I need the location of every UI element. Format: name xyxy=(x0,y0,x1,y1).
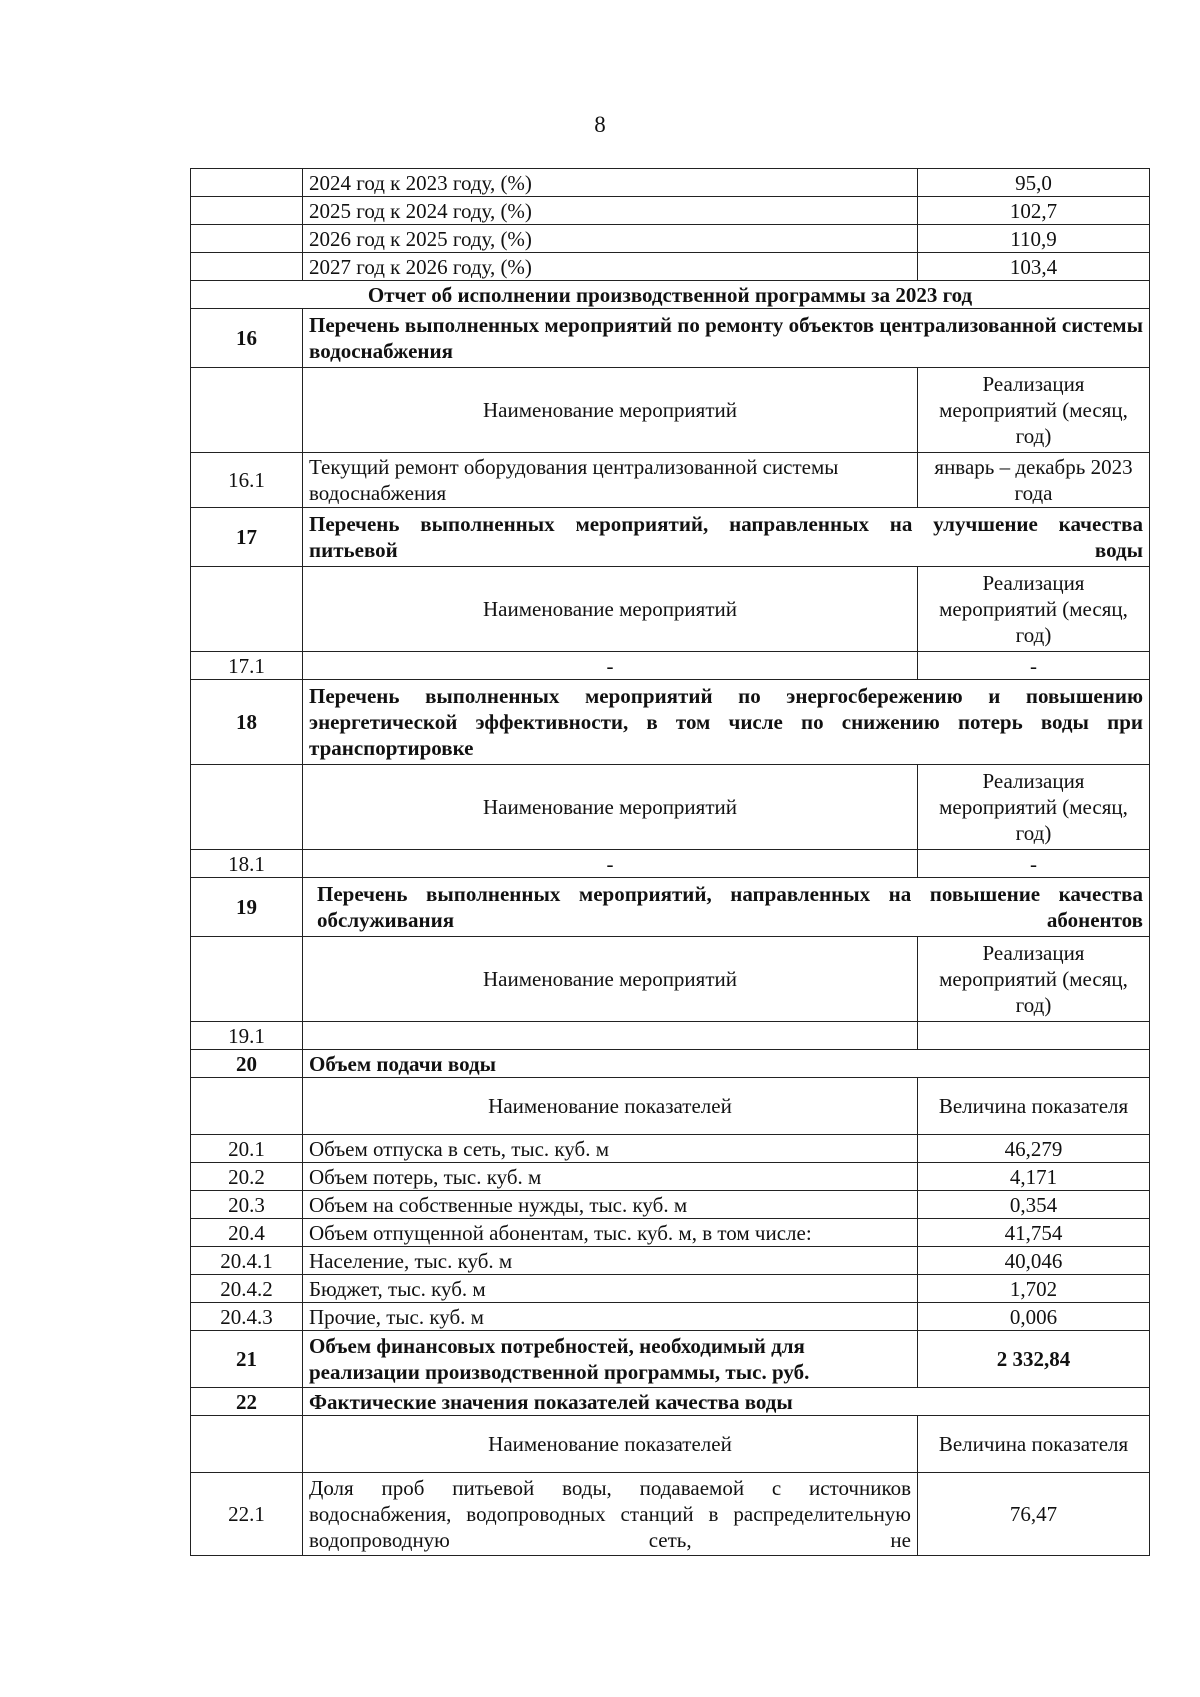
indicators-name-header: Наименование показателей xyxy=(303,1078,918,1135)
measure-name: - xyxy=(303,850,918,878)
section-header-17 xyxy=(191,508,1150,567)
row-number: 17.1 xyxy=(191,652,303,680)
section-title: Объем подачи воды xyxy=(303,1050,1150,1078)
section-title: Перечень выполненных мероприятий по энергосбережению и повышению энергетической эффективности, в том числе по снижению потерь воды при транспортировке xyxy=(303,680,1150,765)
section-header-22 xyxy=(191,1388,1150,1416)
table-row xyxy=(191,253,1150,281)
production-program-table xyxy=(190,168,1150,1556)
index-value: 102,7 xyxy=(918,197,1150,225)
indicator-name: Прочие, тыс. куб. м xyxy=(303,1303,918,1331)
row-number: 18.1 xyxy=(191,850,303,878)
indicator-value: 0,354 xyxy=(918,1191,1150,1219)
table-row xyxy=(191,850,1150,878)
implementation-header: Реализация мероприятий (месяц, год) xyxy=(918,567,1150,652)
column-header-row xyxy=(191,1078,1150,1135)
section-number: 20 xyxy=(191,1050,303,1078)
table-row xyxy=(191,453,1150,508)
indicator-value-header: Величина показателя xyxy=(918,1078,1150,1135)
section-title: Фактические значения показателей качества воды xyxy=(303,1388,1150,1416)
indicator-name: Объем отпуска в сеть, тыс. куб. м xyxy=(303,1135,918,1163)
indicator-value: 4,171 xyxy=(918,1163,1150,1191)
table-row xyxy=(191,1219,1150,1247)
implementation-header: Реализация мероприятий (месяц, год) xyxy=(918,937,1150,1022)
table-row xyxy=(191,197,1150,225)
row-number-cell xyxy=(191,197,303,225)
indicator-value: 41,754 xyxy=(918,1219,1150,1247)
column-header-row xyxy=(191,765,1150,850)
section-title: Объем финансовых потребностей, необходимый для реализации производственной программы, тыс. руб. xyxy=(303,1331,918,1388)
row-number: 20.2 xyxy=(191,1163,303,1191)
indicator-name: Объем на собственные нужды, тыс. куб. м xyxy=(303,1191,918,1219)
measure-period: - xyxy=(918,652,1150,680)
section-title: Перечень выполненных мероприятий, направленных на улучшение качества питьевой воды xyxy=(303,508,1150,567)
indicator-value: 46,279 xyxy=(918,1135,1150,1163)
section-number: 19 xyxy=(191,878,303,937)
column-header-row xyxy=(191,1416,1150,1473)
table-row xyxy=(191,1163,1150,1191)
table-row xyxy=(191,225,1150,253)
indicator-name: Объем потерь, тыс. куб. м xyxy=(303,1163,918,1191)
indicator-value: 40,046 xyxy=(918,1247,1150,1275)
row-number: 20.4.3 xyxy=(191,1303,303,1331)
indicator-value: 0,006 xyxy=(918,1303,1150,1331)
section-header-21 xyxy=(191,1331,1150,1388)
page-number: 8 xyxy=(594,112,606,137)
report-title-row xyxy=(191,281,1150,309)
section-number: 17 xyxy=(191,508,303,567)
index-label: 2027 год к 2026 году, (%) xyxy=(303,253,918,281)
measures-name-header: Наименование мероприятий xyxy=(303,765,918,850)
indicator-value-header: Величина показателя xyxy=(918,1416,1150,1473)
measure-period: - xyxy=(918,850,1150,878)
row-number: 22.1 xyxy=(191,1473,303,1556)
row-number-cell xyxy=(191,169,303,197)
measures-name-header: Наименование мероприятий xyxy=(303,937,918,1022)
measure-period xyxy=(918,1022,1150,1050)
measure-name: - xyxy=(303,652,918,680)
row-number-cell xyxy=(191,765,303,850)
row-number: 20.1 xyxy=(191,1135,303,1163)
section-title: Перечень выполненных мероприятий по ремонту объектов централизованной системы водоснабжения xyxy=(303,309,1150,368)
indicator-value: 76,47 xyxy=(918,1473,1150,1556)
table-row xyxy=(191,1191,1150,1219)
table-row xyxy=(191,1022,1150,1050)
section-header-16 xyxy=(191,309,1150,368)
measure-name xyxy=(303,1022,918,1050)
row-number-cell xyxy=(191,1416,303,1473)
section-header-19 xyxy=(191,878,1150,937)
table-row xyxy=(191,1275,1150,1303)
row-number: 16.1 xyxy=(191,453,303,508)
measures-name-header: Наименование мероприятий xyxy=(303,368,918,453)
table-row xyxy=(191,1247,1150,1275)
measure-name: Текущий ремонт оборудования централизованной системы водоснабжения xyxy=(303,453,918,508)
index-label: 2024 год к 2023 году, (%) xyxy=(303,169,918,197)
table-row xyxy=(191,169,1150,197)
indicator-name: Бюджет, тыс. куб. м xyxy=(303,1275,918,1303)
row-number: 20.4 xyxy=(191,1219,303,1247)
implementation-header: Реализация мероприятий (месяц, год) xyxy=(918,368,1150,453)
section-header-20 xyxy=(191,1050,1150,1078)
column-header-row xyxy=(191,368,1150,453)
implementation-header: Реализация мероприятий (месяц, год) xyxy=(918,765,1150,850)
measures-name-header: Наименование мероприятий xyxy=(303,567,918,652)
row-number-cell xyxy=(191,937,303,1022)
indicator-name: Население, тыс. куб. м xyxy=(303,1247,918,1275)
report-title: Отчет об исполнении производственной программы за 2023 год xyxy=(191,281,1150,309)
index-value: 103,4 xyxy=(918,253,1150,281)
section-number: 18 xyxy=(191,680,303,765)
index-value: 110,9 xyxy=(918,225,1150,253)
index-value: 95,0 xyxy=(918,169,1150,197)
section-number: 22 xyxy=(191,1388,303,1416)
row-number-cell xyxy=(191,567,303,652)
section-number: 16 xyxy=(191,309,303,368)
index-label: 2026 год к 2025 году, (%) xyxy=(303,225,918,253)
row-number-cell xyxy=(191,1078,303,1135)
financial-needs-value: 2 332,84 xyxy=(918,1331,1150,1388)
section-number: 21 xyxy=(191,1331,303,1388)
index-label: 2025 год к 2024 году, (%) xyxy=(303,197,918,225)
column-header-row xyxy=(191,937,1150,1022)
indicators-name-header: Наименование показателей xyxy=(303,1416,918,1473)
row-number-cell xyxy=(191,253,303,281)
row-number: 20.4.2 xyxy=(191,1275,303,1303)
table-row xyxy=(191,652,1150,680)
column-header-row xyxy=(191,567,1150,652)
table-row xyxy=(191,1135,1150,1163)
row-number: 20.3 xyxy=(191,1191,303,1219)
row-number-cell xyxy=(191,368,303,453)
section-title: Перечень выполненных мероприятий, направленных на повышение качества обслуживания абонентов xyxy=(303,878,1150,937)
row-number: 19.1 xyxy=(191,1022,303,1050)
measure-period: январь – декабрь 2023 года xyxy=(918,453,1150,508)
indicator-name: Объем отпущенной абонентам, тыс. куб. м, в том числе: xyxy=(303,1219,918,1247)
indicator-value: 1,702 xyxy=(918,1275,1150,1303)
table-row xyxy=(191,1473,1150,1556)
section-header-18 xyxy=(191,680,1150,765)
row-number-cell xyxy=(191,225,303,253)
table-row xyxy=(191,1303,1150,1331)
indicator-name: Доля проб питьевой воды, подаваемой с источников водоснабжения, водопроводных станций в распределительную водопроводную сеть, не xyxy=(303,1473,918,1556)
row-number: 20.4.1 xyxy=(191,1247,303,1275)
